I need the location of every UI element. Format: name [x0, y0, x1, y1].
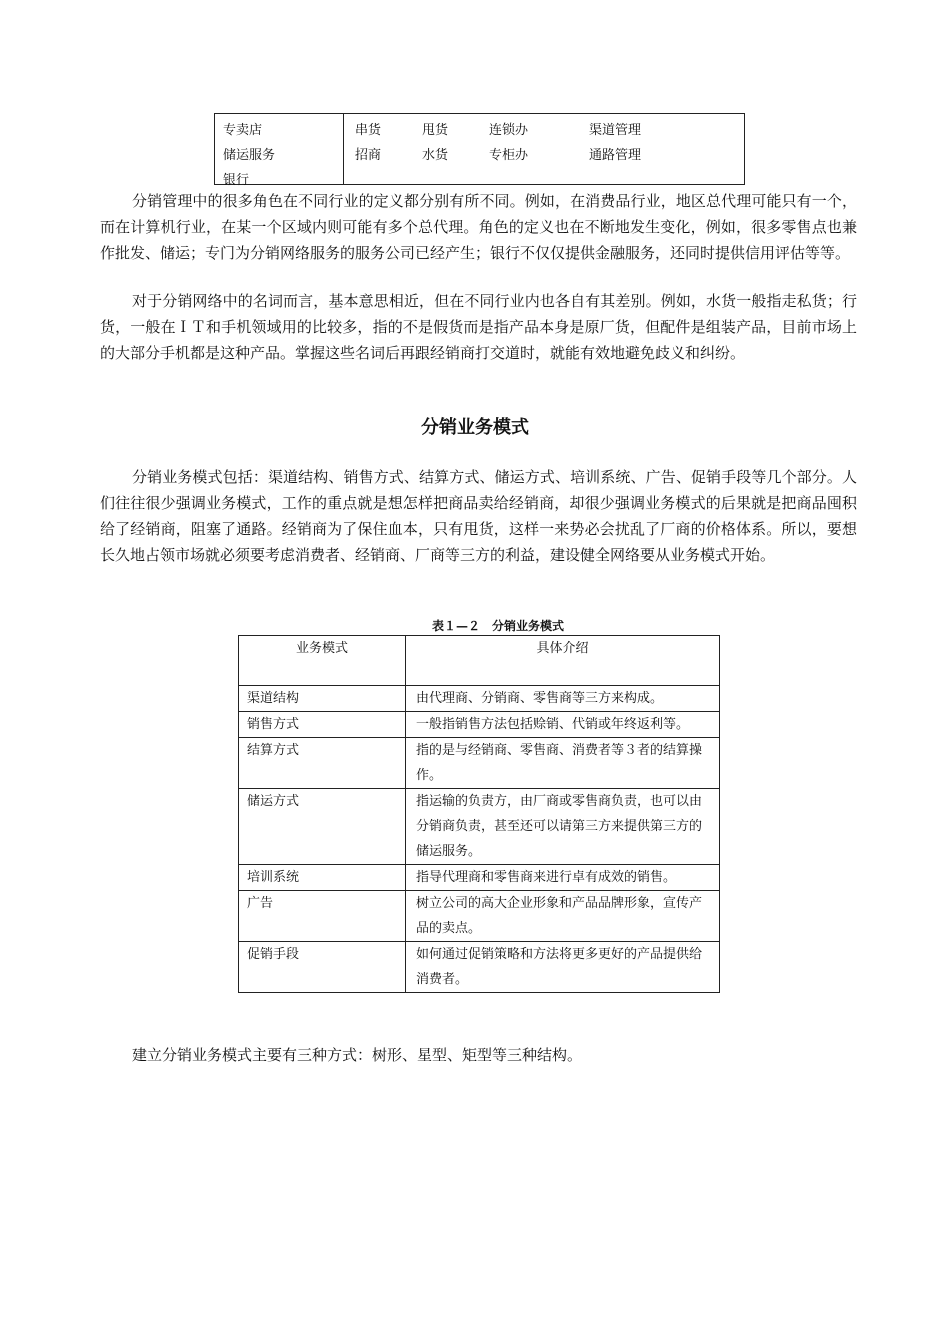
terms-row — [355, 143, 735, 168]
table-caption: 表１—２ 分销业务模式 — [431, 619, 564, 633]
term-item: 水货 — [422, 148, 449, 163]
table-header-row — [239, 636, 720, 686]
table-row — [239, 738, 720, 789]
terms-right-column — [355, 118, 735, 168]
description-cell: 指运输的负责方，由厂商或零售商负责，也可以由分销商负责，甚至还可以请第三方来提供第三方的储运服务。 — [406, 789, 720, 865]
mode-cell: 结算方式 — [239, 738, 406, 789]
term-item: 通路管理 — [589, 148, 642, 163]
description-cell: 指导代理商和零售商来进行卓有成效的销售。 — [406, 865, 720, 891]
terms-table — [214, 113, 745, 188]
term-item: 专柜办 — [489, 148, 529, 163]
mode-cell: 广告 — [239, 891, 406, 942]
body-paragraph: 分销管理中的很多角色在不同行业的定义都分别有所不同。例如，在消费品行业，地区总代理可能只有一个，而在计算机行业，在某一个区域内则可能有多个总代理。角色的定义也在不断地发生变化，例如，很多零售点也兼作批发、储运；专门为分销网络服务的服务公司已经产生；银行不仅仅提供金融服务，还同时提供信用评估等等。 — [100, 192, 857, 262]
table-row — [239, 712, 720, 738]
description-cell: 由代理商、分销商、零售商等三方来构成。 — [406, 686, 720, 712]
mode-cell: 促销手段 — [239, 942, 406, 993]
term-item: 渠道管理 — [589, 123, 642, 138]
description-cell: 一般指销售方法包括赊销、代销或年终返利等。 — [406, 712, 720, 738]
mode-cell: 渠道结构 — [239, 686, 406, 712]
body-paragraph: 对于分销网络中的名词而言，基本意思相近，但在不同行业内也各自有其差别。例如，水货一般指走私货；行货，一般在ＩＴ和手机领域用的比较多，指的不是假货而是指产品本身是原厂货，但配件是组装产品，目前市场上的大部分手机都是这种产品。掌握这些名词后再跟经销商打交道时，就能有效地避免歧义和纠纷。 — [100, 292, 857, 362]
closing-paragraph: 建立分销业务模式主要有三种方式：树形、星型、矩型等三种结构。 — [132, 1046, 583, 1064]
mode-cell: 销售方式 — [239, 712, 406, 738]
term-item: 储运服务 — [223, 148, 276, 163]
term-item: 专卖店 — [223, 123, 263, 138]
column-header-description: 具体介绍 — [406, 636, 720, 686]
term-item: 串货 — [355, 123, 382, 138]
table-row — [239, 686, 720, 712]
description-cell: 树立公司的高大企业形象和产品品牌形象，宣传产品的卖点。 — [406, 891, 720, 942]
table-row — [239, 891, 720, 942]
term-item: 甩货 — [422, 123, 449, 138]
term-item: 银行 — [223, 173, 250, 188]
section-paragraph: 分销业务模式包括：渠道结构、销售方式、结算方式、储运方式、培训系统、广告、促销手段等几个部分。人们往往很少强调业务模式，工作的重点就是想怎样把商品卖给经销商，却很少强调业务模式的后果就是把商品囤积给了经销商，阻塞了通路。经销商为了保住血本，只有甩货，这样一来势必会扰乱了厂商的价格体系。所以，要想长久地占领市场就必须要考虑消费者、经销商、厂商等三方的利益，建设健全网络要从业务模式开始。 — [100, 468, 857, 564]
term-item: 招商 — [355, 148, 382, 163]
terms-left-column — [223, 118, 275, 193]
table-row — [239, 865, 720, 891]
table-row — [239, 789, 720, 865]
term-item: 连锁办 — [489, 123, 529, 138]
business-mode-table — [238, 635, 720, 993]
table-row — [239, 942, 720, 993]
mode-cell: 培训系统 — [239, 865, 406, 891]
description-cell: 如何通过促销策略和方法将更多更好的产品提供给消费者。 — [406, 942, 720, 993]
terms-row — [355, 118, 735, 143]
description-cell: 指的是与经销商、零售商、消费者等３者的结算操作。 — [406, 738, 720, 789]
column-header-mode: 业务模式 — [239, 636, 406, 686]
table-divider — [343, 114, 344, 184]
mode-cell: 储运方式 — [239, 789, 406, 865]
section-heading: 分销业务模式 — [421, 417, 529, 438]
